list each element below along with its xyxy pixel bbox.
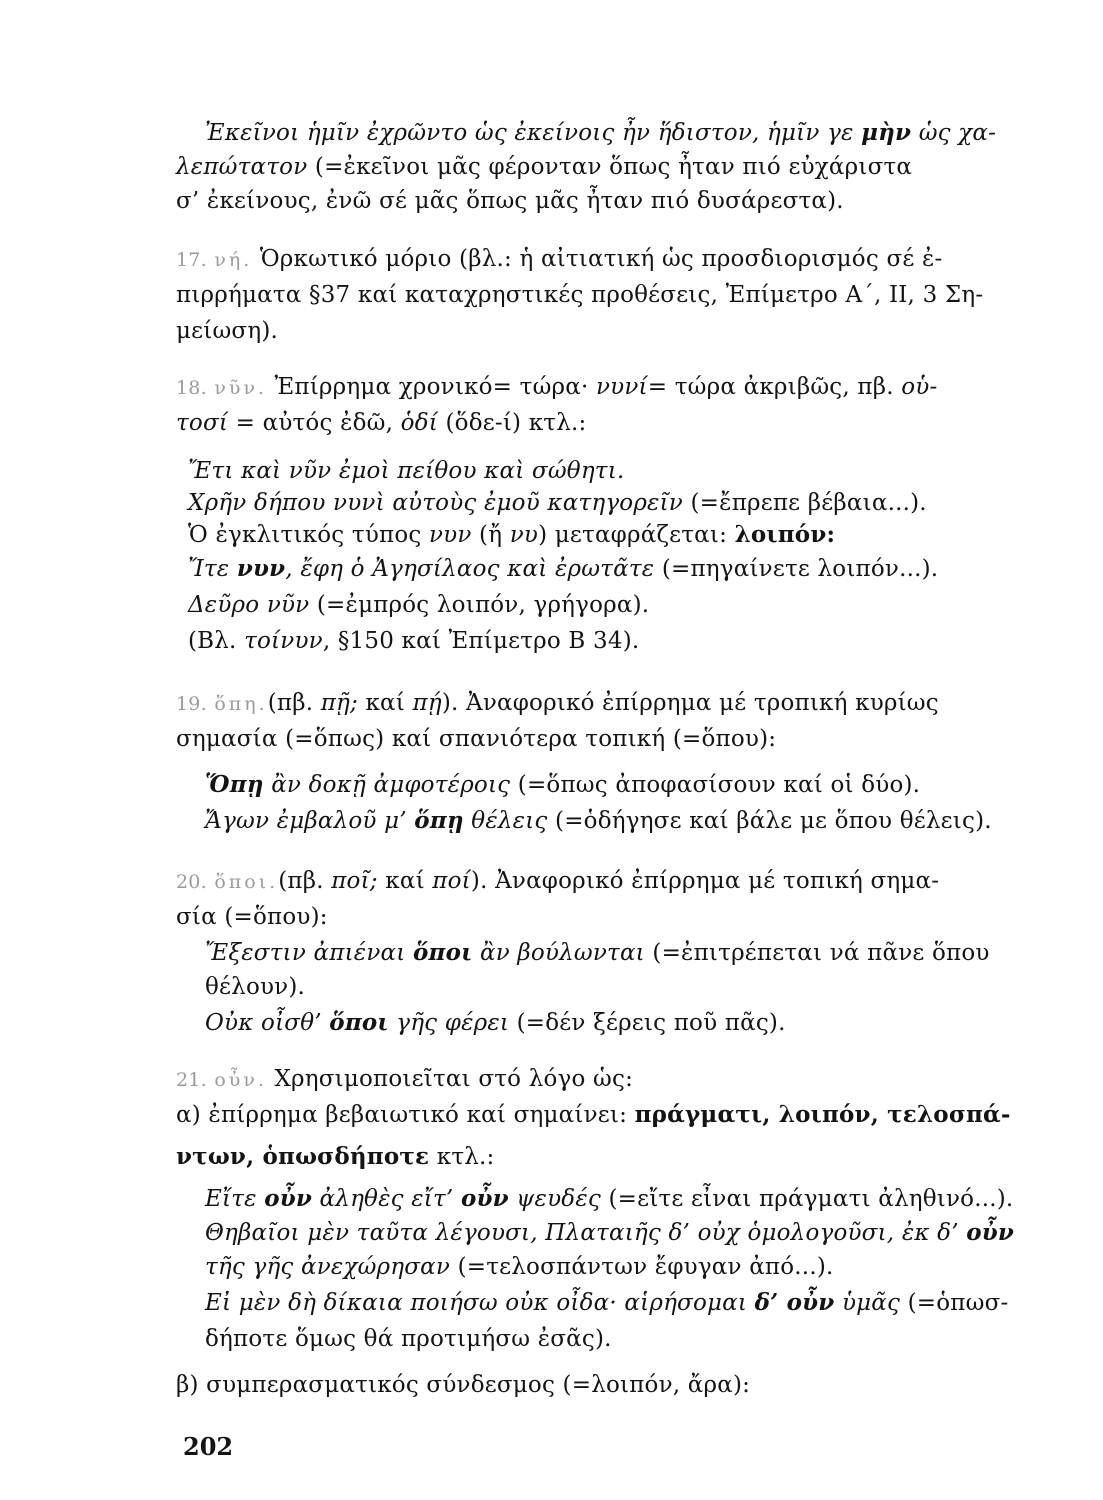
section-21-line-1: 21. οὖν. Χρησιμοποιεῖται στό λόγο ὡς: bbox=[176, 1066, 634, 1092]
section-18-example-6: (Βλ. τοίνυν, §150 καί Ἐπίμετρο Β 34). bbox=[188, 628, 640, 654]
page-number: 202 bbox=[183, 1432, 234, 1461]
section-18-line-2: τοσί = αὐτός ἐδῶ, ὁδί (ὅδε-ί) κτλ.: bbox=[176, 410, 587, 436]
section-19-line-2: σημασία (=ὅπως) καί σπανιότερα τοπική (=ὅπου): bbox=[176, 726, 777, 752]
section-18-example-4: Ἴτε νυν, ἔφη ὁ Ἀγησίλαος καὶ ἐρωτᾶτε (=πηγαίνετε λοιπόν...). bbox=[188, 555, 939, 582]
section-21-alpha-line-1: α) ἐπίρρημα βεβαιωτικό καί σημαίνει: πράγματι, λοιπόν, τελοσπά- bbox=[176, 1101, 1011, 1128]
section-21-headword: οὖν. bbox=[214, 1069, 267, 1091]
section-17-line-2: πιρρήματα §37 καί καταχρηστικές προθέσεις, Ἐπίμετρο Α΄, ΙΙ, 3 Ση- bbox=[176, 282, 984, 308]
section-17-line-3: μείωση). bbox=[176, 318, 279, 344]
section-18-example-3: Ὁ ἐγκλιτικός τύπος νυν (ἤ νυ) μεταφράζεται: λοιπόν: bbox=[188, 521, 836, 548]
section-21-example-2-cont: τῆς γῆς ἀνεχώρησαν (=τελοσπάντων ἔφυγαν ἀπό...). bbox=[205, 1254, 834, 1280]
section-18-headword: νῦν. bbox=[214, 377, 268, 399]
section-18-example-5: Δεῦρο νῦν (=ἐμπρός λοιπόν, γρήγορα). bbox=[188, 592, 650, 618]
section-18-line-1: 18. νῦν. Ἐπίρρημα χρονικό= τώρα· νυνί= τώρα ἀκριβῶς, πβ. οὑ- bbox=[176, 374, 938, 400]
section-19-line-1: 19. ὅπη.(πβ. πῇ; καί πῄ). Ἀναφορικό ἐπίρρημα μέ τροπική κυρίως bbox=[176, 690, 939, 716]
section-21-example-3: Εἰ μὲν δὴ δίκαια ποιήσω οὐκ οἶδα· αἱρήσομαι δ’ οὖν ὑμᾶς (=ὁπωσ- bbox=[205, 1289, 1009, 1316]
section-21-example-1: Εἴτε οὖν ἀληθὲς εἴτ’ οὖν ψευδές (=εἴτε εἶναι πράγματι ἀληθινό...). bbox=[205, 1185, 1014, 1212]
section-19-example-2: Ἄγων ἐμβαλοῦ μ’ ὅπῃ θέλεις (=ὁδήγησε καί βάλε με ὅπου θέλεις). bbox=[205, 807, 992, 834]
section-19-headword: ὅπη. bbox=[214, 693, 268, 715]
section-21-alpha-line-2: ντων, ὁπωσδήποτε κτλ.: bbox=[176, 1143, 495, 1170]
section-19-example-1: Ὅπῃ ἂν δοκῇ ἀμφοτέροις (=ὅπως ἀποφασίσουν καί οἱ δύο). bbox=[205, 771, 921, 798]
intro-line-3: σ’ ἐκείνους, ἐνῶ σέ μᾶς ὅπως μᾶς ἦταν πιό δυσάρεστα). bbox=[176, 188, 844, 214]
section-20-line-2: σία (=ὅπου): bbox=[176, 904, 328, 930]
section-20-headword: ὅποι. bbox=[214, 871, 279, 893]
section-20-example-1-cont: θέλουν). bbox=[205, 974, 306, 1000]
section-20-line-1: 20. ὅποι.(πβ. ποῖ; καί ποί). Ἀναφορικό ἐπίρρημα μέ τοπική σημα- bbox=[176, 868, 940, 894]
section-20-example-2: Οὐκ οἶσθ’ ὅποι γῆς φέρει (=δέν ξέρεις ποῦ πᾶς). bbox=[205, 1009, 786, 1036]
section-21-beta-line: β) συμπερασματικός σύνδεσμος (=λοιπόν, ἄρα): bbox=[176, 1372, 751, 1398]
intro-line-1: Ἐκεῖνοι ἡμῖν ἐχρῶντο ὡς ἐκείνοις ἦν ἥδιστον, ἡμῖν γε μὴν ὡς χα- bbox=[205, 119, 997, 146]
section-21-example-2: Θηβαῖοι μὲν ταῦτα λέγουσι, Πλαταιῆς δ’ οὐχ ὁμολογοῦσι, ἐκ δ’ οὖν bbox=[205, 1219, 1015, 1246]
section-18-example-2: Χρῆν δήπου νυνὶ αὐτοὺς ἐμοῦ κατηγορεῖν (=ἔπρεπε βέβαια...). bbox=[188, 490, 927, 516]
section-17-headword: νή. bbox=[214, 249, 253, 271]
section-18-example-1: Ἔτι καὶ νῦν ἐμοὶ πείθου καὶ σώθητι. bbox=[188, 458, 625, 484]
section-21-example-3-cont: δήποτε ὅμως θά προτιμήσω ἐσᾶς). bbox=[205, 1326, 612, 1352]
section-20-example-1: Ἔξεστιν ἀπιέναι ὅποι ἂν βούλωνται (=ἐπιτρέπεται νά πᾶνε ὅπου bbox=[205, 939, 990, 966]
intro-line-2: λεπώτατον (=ἐκεῖνοι μᾶς φέρονταν ὅπως ἦταν πιό εὐχάριστα bbox=[176, 154, 913, 180]
section-17-line-1: 17. νή. Ὁρκωτικό μόριο (βλ.: ἡ αἰτιατική ὡς προσδιορισμός σέ ἐ- bbox=[176, 246, 943, 272]
